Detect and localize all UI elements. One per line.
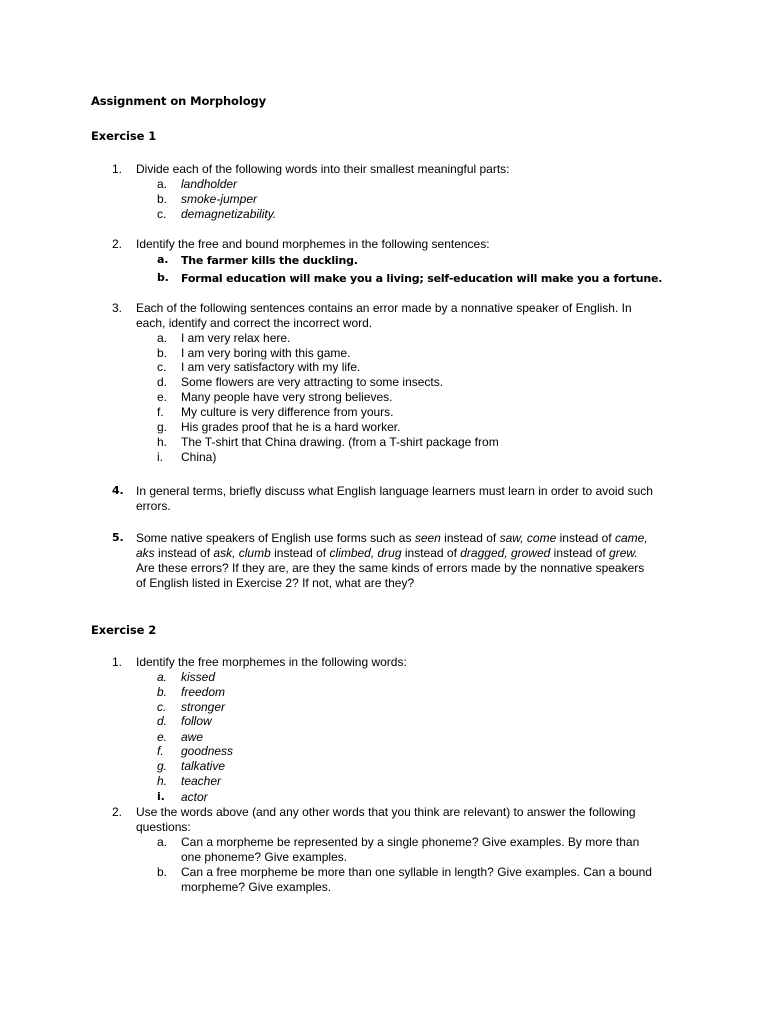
question-text-line: Each of the following sentences contains an error made by a nonnative speaker of English. In	[136, 301, 632, 315]
item-letter: h.	[157, 774, 168, 788]
item-text: landholder	[181, 177, 238, 191]
text-run: ask, clumb	[213, 546, 271, 560]
item-text: Many people have very strong believes.	[181, 390, 393, 404]
item-letter: b.	[157, 865, 168, 879]
item-text: I am very satisfactory with my life.	[181, 360, 361, 374]
item-text: demagnetizability.	[181, 207, 277, 221]
question-number: 4.	[112, 484, 124, 497]
question-number: 1.	[112, 655, 123, 669]
item-letter: b.	[157, 346, 168, 360]
text-run: climbed, drug	[329, 546, 402, 560]
text-run: instead of	[270, 546, 330, 560]
item-letter: b.	[157, 685, 168, 699]
question-number: 3.	[112, 301, 123, 315]
question-text-line: Use the words above (and any other words that you think are relevant) to answer the following	[136, 805, 636, 819]
text-run: came,	[614, 531, 648, 545]
item-text: I am very relax here.	[181, 331, 291, 345]
item-text: The farmer kills the duckling.	[181, 254, 358, 267]
item-text: actor	[181, 790, 208, 804]
item-letter: c.	[157, 207, 167, 221]
question-text: Identify the free morphemes in the following words:	[136, 655, 407, 669]
item-letter: d.	[157, 375, 168, 389]
item-letter: f.	[157, 744, 164, 758]
item-text: Some flowers are very attracting to some insects.	[181, 375, 444, 389]
question-number: 1.	[112, 162, 123, 176]
item-text: I am very boring with this game.	[181, 346, 351, 360]
question-text: Divide each of the following words into their smallest meaningful parts:	[136, 162, 510, 176]
item-text: smoke-jumper	[181, 192, 258, 206]
text-run: seen	[414, 531, 441, 545]
question-text: Identify the free and bound morphemes in the following sentences:	[136, 237, 490, 251]
item-letter: h.	[157, 435, 168, 449]
item-text-line: one phoneme? Give examples.	[181, 850, 348, 864]
item-text: China)	[181, 450, 217, 464]
text-run: dragged, growed	[460, 546, 551, 560]
text-run: instead of	[556, 531, 615, 545]
question-text-line: Are these errors? If they are, are they the same kinds of errors made by the nonnative speakers	[136, 561, 645, 575]
item-letter: g.	[157, 420, 168, 434]
question-text-line	[136, 546, 696, 561]
question-text-line	[136, 531, 696, 546]
item-letter: a.	[157, 253, 169, 266]
item-letter: g.	[157, 759, 168, 773]
item-letter: e.	[157, 390, 168, 404]
item-letter: b.	[157, 271, 169, 284]
item-text: teacher	[181, 774, 222, 788]
item-text: His grades proof that he is a hard worker.	[181, 420, 401, 434]
item-text: stronger	[181, 700, 226, 714]
item-letter: a.	[157, 835, 168, 849]
text-run: instead of	[154, 546, 214, 560]
item-text: The T-shirt that China drawing. (from a T-shirt package from	[181, 435, 499, 449]
question-text-line: of English listed in Exercise 2? If not, what are they?	[136, 576, 415, 590]
text-run: instead of	[401, 546, 461, 560]
question-number: 5.	[112, 531, 124, 544]
item-letter: i.	[157, 790, 165, 803]
text-run: grew.	[609, 546, 638, 560]
item-text: follow	[181, 714, 212, 728]
text-run: aks	[136, 546, 155, 560]
item-letter: a.	[157, 331, 168, 345]
question-text-line: questions:	[136, 820, 191, 834]
item-text-line: Can a morpheme be represented by a single phoneme? Give examples. By more than	[181, 835, 640, 849]
question-number: 2.	[112, 237, 123, 251]
item-text-line: morpheme? Give examples.	[181, 880, 332, 894]
question-text-line: In general terms, briefly discuss what English language learners must learn in order to avoid such	[136, 484, 653, 498]
exercise-2-heading: Exercise 2	[91, 623, 157, 637]
text-run: saw, come	[499, 531, 557, 545]
item-letter: a.	[157, 670, 168, 684]
item-text-line: Can a free morpheme be more than one syllable in length? Give examples. Can a bound	[181, 865, 652, 879]
item-text: goodness	[181, 744, 234, 758]
item-letter: f.	[157, 405, 164, 419]
question-text-line: each, identify and correct the incorrect word.	[136, 316, 373, 330]
exercise-1-heading: Exercise 1	[91, 129, 157, 143]
item-letter: a.	[157, 177, 168, 191]
item-text: Formal education will make you a living; self-education will make you a fortune.	[181, 272, 663, 285]
item-text: My culture is very difference from yours.	[181, 405, 394, 419]
document-title: Assignment on Morphology	[91, 94, 267, 108]
text-run: Some native speakers of English use forms such as	[136, 531, 415, 545]
item-text: talkative	[181, 759, 226, 773]
item-text: awe	[181, 730, 204, 744]
item-letter: d.	[157, 714, 168, 728]
item-text: kissed	[181, 670, 216, 684]
item-letter: c.	[157, 360, 167, 374]
question-text-line: errors.	[136, 499, 171, 513]
item-text: freedom	[181, 685, 226, 699]
question-number: 2.	[112, 805, 123, 819]
item-letter: e.	[157, 730, 168, 744]
text-run: instead of	[550, 546, 610, 560]
item-letter: c.	[157, 700, 167, 714]
text-run: instead of	[440, 531, 500, 545]
item-letter: b.	[157, 192, 168, 206]
item-letter: i.	[157, 450, 163, 464]
